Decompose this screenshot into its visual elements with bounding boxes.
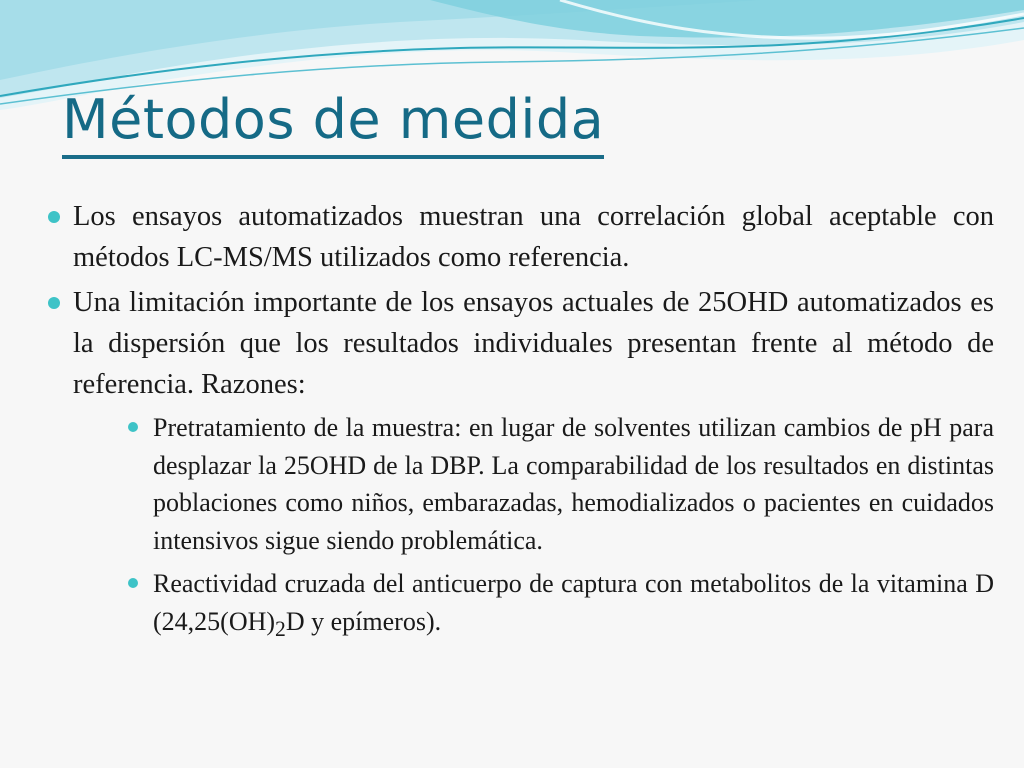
sub-bullet-icon	[128, 578, 138, 588]
bullet-icon	[48, 211, 60, 223]
slide-content	[44, 196, 994, 654]
bullet-item-limitation	[44, 282, 994, 648]
sub-bullet-text: Pretratamiento de la muestra: en lugar de solventes utilizan cambios de pH para desplazar la 25OHD de la DBP. La comparabilidad de los resultados en distintas poblaciones como niños, embarazadas, hemodializados o pacientes en cuidados intensivos sigue siendo problemática.	[153, 413, 994, 555]
bullet-item-correlation	[44, 196, 994, 278]
sub-bullet-icon	[128, 422, 138, 432]
sub-bullet-item-pretreatment	[124, 409, 994, 559]
subscript-two: 2	[275, 616, 286, 641]
sub-bullet-item-cross-reactivity	[124, 565, 994, 648]
bullet-text: Los ensayos automatizados muestran una correlación global aceptable con métodos LC-MS/MS utilizados como referencia.	[73, 201, 994, 273]
bullet-list	[44, 196, 994, 648]
sub-bullet-text-before: Reactividad cruzada del anticuerpo de captura con metabolitos de la vitamina D (24,25(OH)	[153, 569, 994, 636]
bullet-icon	[48, 297, 60, 309]
sub-bullet-list	[73, 409, 994, 648]
sub-bullet-text-after: D y epímeros).	[285, 606, 442, 636]
bullet-text: Una limitación importante de los ensayos actuales de 25OHD automatizados es la dispersión que los resultados individuales presentan frente al método de referencia. Razones:	[73, 287, 994, 400]
slide-title: Métodos de medida	[62, 88, 604, 159]
